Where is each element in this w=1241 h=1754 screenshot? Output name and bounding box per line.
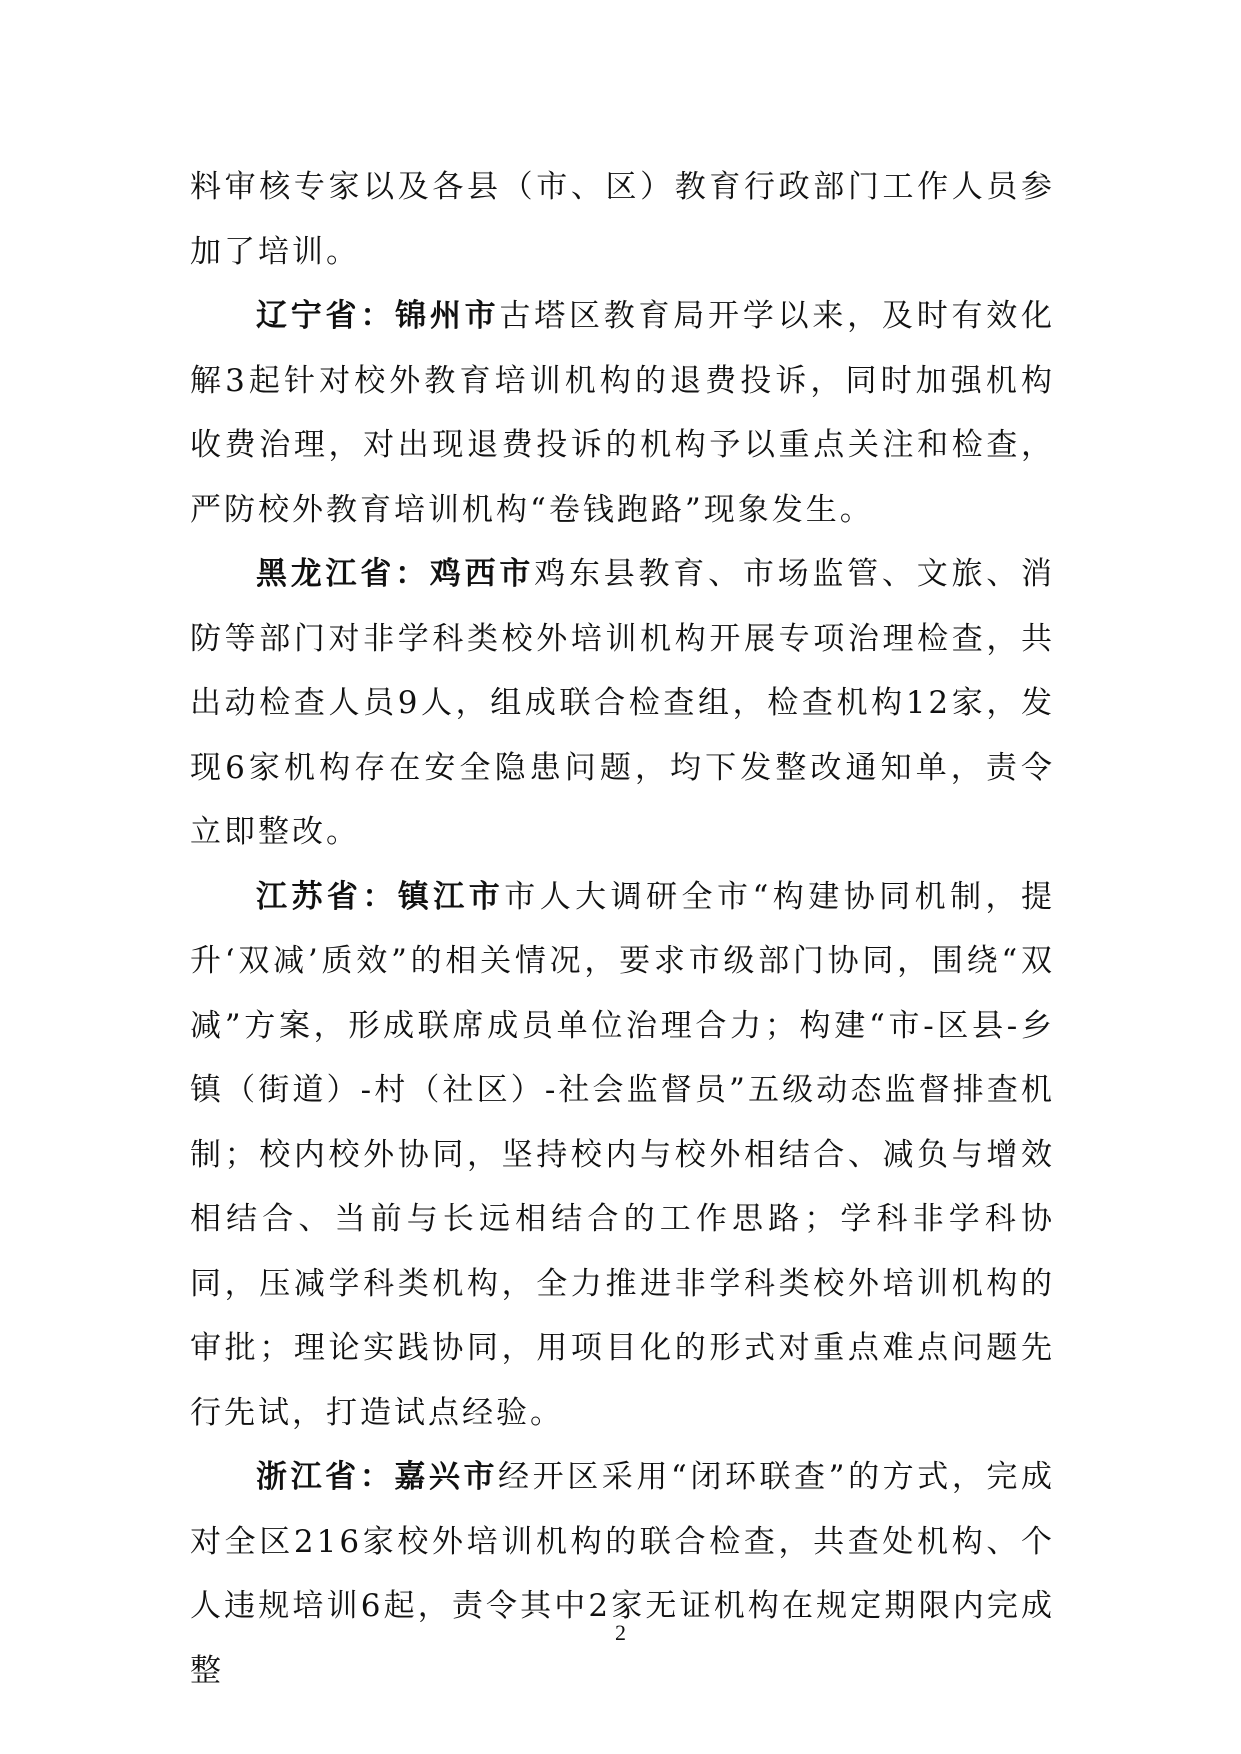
page-number: 2	[615, 1620, 626, 1645]
paragraph-text: 古塔区教育局开学以来，及时有效化解3起针对校外教育培训机构的退费投诉，同时加强机构收费治理，对出现退费投诉的机构予以重点关注和检查，严防校外教育培训机构“卷钱跑路”现象发生。	[190, 298, 1056, 528]
paragraph-jiangsu	[190, 865, 1055, 1446]
province-label: 辽宁省：	[256, 298, 396, 334]
paragraph-text: 鸡东县教育、市场监管、文旅、消防等部门对非学科类校外培训机构开展专项治理检查，共出动检查人员9人，组成联合检查组，检查机构12家，发现6家机构存在安全隐患问题，均下发整改通知单，责令立即整改。	[190, 556, 1056, 850]
intro-paragraph: 料审核专家以及各县（市、区）教育行政部门工作人员参加了培训。	[190, 169, 1055, 270]
city-label: 嘉兴市	[394, 1459, 499, 1495]
paragraph-liaoning	[190, 284, 1055, 542]
province-label: 江苏省：	[256, 878, 398, 915]
paragraph-zhejiang	[190, 1445, 1055, 1703]
city-label: 鸡西市	[429, 556, 535, 592]
paragraph-heilongjiang	[190, 542, 1055, 865]
paragraph-text: 经开区采用“闭环联查”的方式，完成对全区216家校外培训机构的联合检查，共查处机构、个人违规培训6起，责令其中2家无证机构在规定期限内完成整	[190, 1459, 1055, 1689]
document-body	[190, 155, 1055, 1703]
province-label: 黑龙江省：	[256, 556, 430, 592]
city-label: 锦州市	[395, 298, 500, 334]
paragraph-text: 市人大调研全市“构建协同机制，提升‘双减’质效”的相关情况，要求市级部门协同，围绕“双减”方案，形成联席成员单位治理合力；构建“市-区县-乡镇（街道）-村（社区）-社会监督员”五级动态监督排查机制；校内校外协同，坚持校内与校外相结合、减负与增效相结合、当前与长远相结合的工作思路；学科非学科协同，压减学科类机构，全力推进非学科类校外培训机构的审批；理论实践协同，用项目化的形式对重点难点问题先行先试，打造试点经验。	[190, 878, 1055, 1431]
province-label: 浙江省：	[256, 1459, 395, 1495]
city-label: 镇江市	[397, 878, 505, 915]
